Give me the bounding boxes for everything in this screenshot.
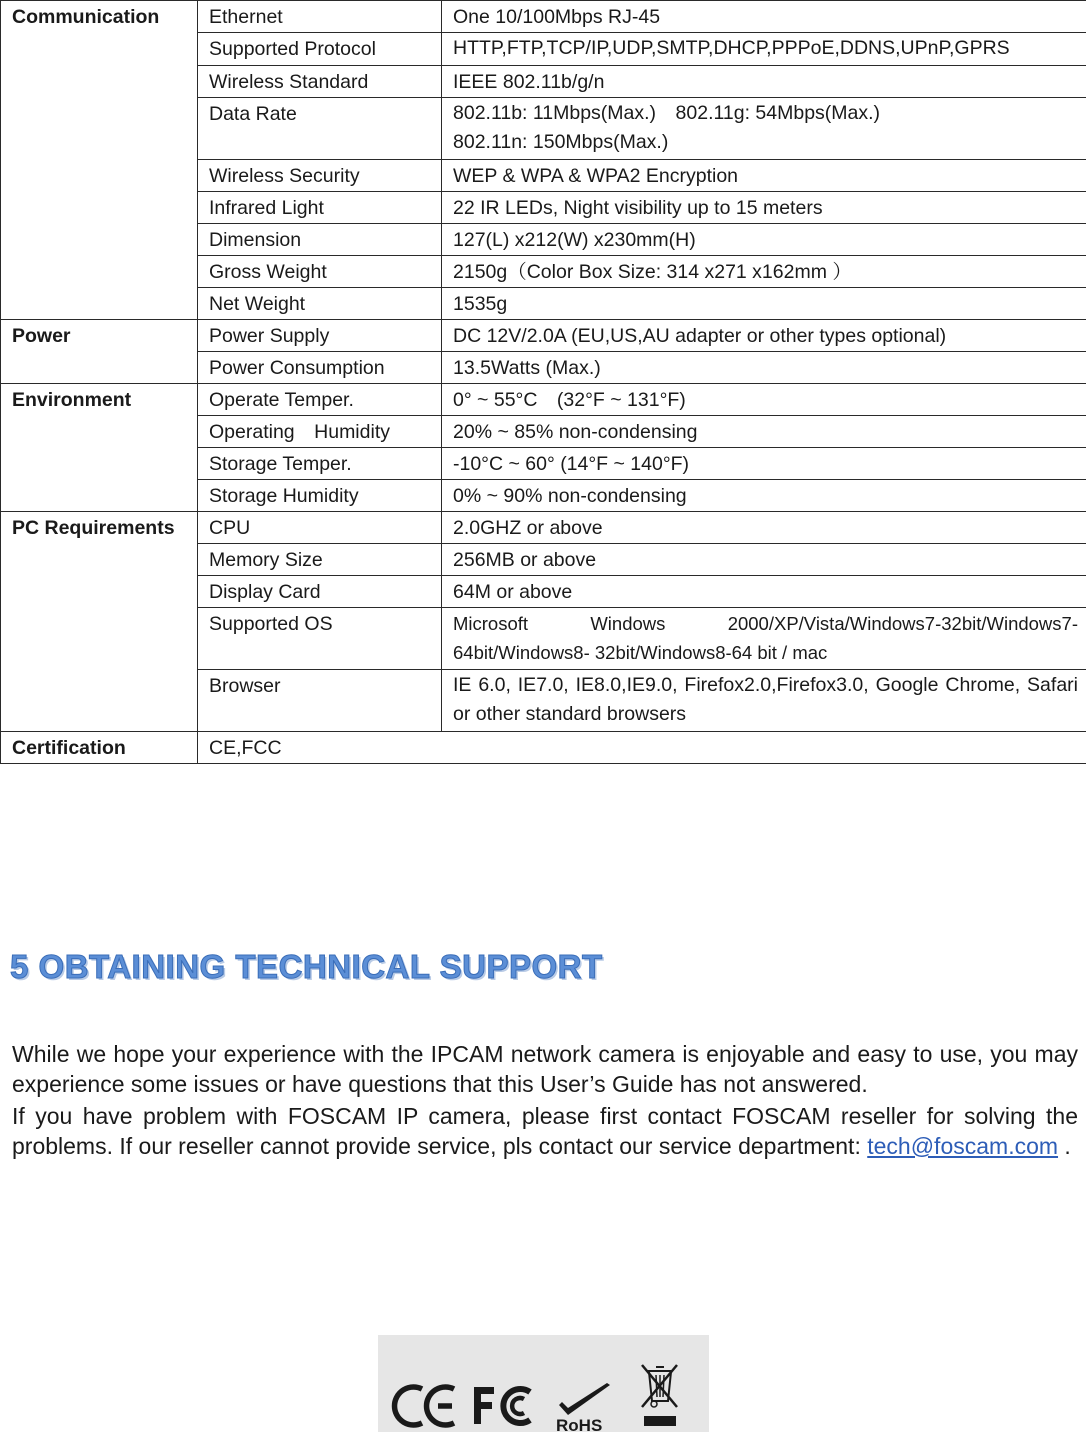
category-power: Power bbox=[1, 320, 198, 384]
spec-label: Dimension bbox=[198, 224, 442, 256]
rohs-mark-icon bbox=[556, 1383, 610, 1432]
spec-value: IEEE 802.11b/g/n bbox=[442, 66, 1086, 98]
rohs-label: RoHS bbox=[556, 1416, 603, 1432]
spec-value: DC 12V/2.0A (EU,US,AU adapter or other types optional) bbox=[442, 320, 1086, 352]
category-pc-requirements: PC Requirements bbox=[1, 512, 198, 732]
data-rate-line-2: 802.11n: 150Mbps(Max.) bbox=[453, 131, 669, 153]
support-paragraph-2-text: If you have problem with FOSCAM IP camera, please first contact FOSCAM reseller for solving the problems. If our reseller cannot provide service, pls contact our service department: bbox=[12, 1103, 1078, 1159]
table-row bbox=[1, 732, 1086, 764]
spec-value: Microsoft Windows 2000/XP/Vista/Windows7-32bit/Windows7-64bit/Windows8- 32bit/Windows8-64 bit / mac bbox=[442, 608, 1086, 670]
spec-value: 0% ~ 90% non-condensing bbox=[442, 480, 1086, 512]
spec-label: Display Card bbox=[198, 576, 442, 608]
email-trailing-period: . bbox=[1058, 1133, 1071, 1159]
table-row bbox=[1, 384, 1086, 416]
certification-logos bbox=[378, 1335, 709, 1432]
spec-value: 0° ~ 55°C (32°F ~ 131°F) bbox=[442, 384, 1086, 416]
spec-label: Power Supply bbox=[198, 320, 442, 352]
spec-label: Net Weight bbox=[198, 288, 442, 320]
spec-label: CPU bbox=[198, 512, 442, 544]
spec-label: Operating Humidity bbox=[198, 416, 442, 448]
category-communication: Communication bbox=[1, 1, 198, 320]
spec-value: One 10/100Mbps RJ-45 bbox=[442, 1, 1086, 33]
table-row bbox=[1, 320, 1086, 352]
ce-mark-icon bbox=[395, 1387, 454, 1425]
spec-value: HTTP,FTP,TCP/IP,UDP,SMTP,DHCP,PPPoE,DDNS,UPnP,GPRS bbox=[442, 33, 1086, 66]
spec-value: 2150g（Color Box Size: 314 x271 x162mm ） bbox=[442, 256, 1086, 288]
table-row bbox=[1, 512, 1086, 544]
support-email-link[interactable]: tech@foscam.com bbox=[867, 1133, 1059, 1159]
support-paragraph-2 bbox=[12, 1101, 1078, 1161]
spec-label: Infrared Light bbox=[198, 192, 442, 224]
spec-label: Data Rate bbox=[198, 98, 442, 160]
spec-value: 22 IR LEDs, Night visibility up to 15 meters bbox=[442, 192, 1086, 224]
spec-value: WEP & WPA & WPA2 Encryption bbox=[442, 160, 1086, 192]
table-row bbox=[1, 1, 1086, 33]
spec-value: -10°C ~ 60° (14°F ~ 140°F) bbox=[442, 448, 1086, 480]
spec-label: Gross Weight bbox=[198, 256, 442, 288]
spec-label: Ethernet bbox=[198, 1, 442, 33]
category-certification: Certification bbox=[1, 732, 198, 764]
spec-value: IE 6.0, IE7.0, IE8.0,IE9.0, Firefox2.0,Firefox3.0, Google Chrome, Safari or other standard browsers bbox=[442, 670, 1086, 732]
data-rate-line-1: 802.11b: 11Mbps(Max.) 802.11g: 54Mbps(Max.) bbox=[453, 102, 881, 124]
spec-value: CE,FCC bbox=[198, 732, 1086, 764]
spec-value: 20% ~ 85% non-condensing bbox=[442, 416, 1086, 448]
spec-label: Operate Temper. bbox=[198, 384, 442, 416]
spec-label: Browser bbox=[198, 670, 442, 732]
spec-label: Wireless Security bbox=[198, 160, 442, 192]
spec-value: 1535g bbox=[442, 288, 1086, 320]
section-heading: 5 OBTAINING TECHNICAL SUPPORT bbox=[10, 948, 603, 985]
spec-label: Supported OS bbox=[198, 608, 442, 670]
spec-label: Power Consumption bbox=[198, 352, 442, 384]
spec-value: 127(L) x212(W) x230mm(H) bbox=[442, 224, 1086, 256]
spec-value: 13.5Watts (Max.) bbox=[442, 352, 1086, 384]
spec-label: Storage Temper. bbox=[198, 448, 442, 480]
spec-value: 256MB or above bbox=[442, 544, 1086, 576]
weee-bin-icon bbox=[642, 1365, 677, 1426]
spec-value: 2.0GHZ or above bbox=[442, 512, 1086, 544]
spec-value bbox=[442, 98, 1086, 160]
spec-label: Memory Size bbox=[198, 544, 442, 576]
support-paragraph-1: While we hope your experience with the IPCAM network camera is enjoyable and easy to use, you may experience some issues or have questions that this User’s Guide has not answered. bbox=[12, 1041, 1078, 1097]
fcc-mark-icon bbox=[474, 1387, 530, 1424]
spec-value: 64M or above bbox=[442, 576, 1086, 608]
spec-label: Storage Humidity bbox=[198, 480, 442, 512]
spec-label: Supported Protocol bbox=[198, 33, 442, 66]
category-environment: Environment bbox=[1, 384, 198, 512]
spec-label: Wireless Standard bbox=[198, 66, 442, 98]
